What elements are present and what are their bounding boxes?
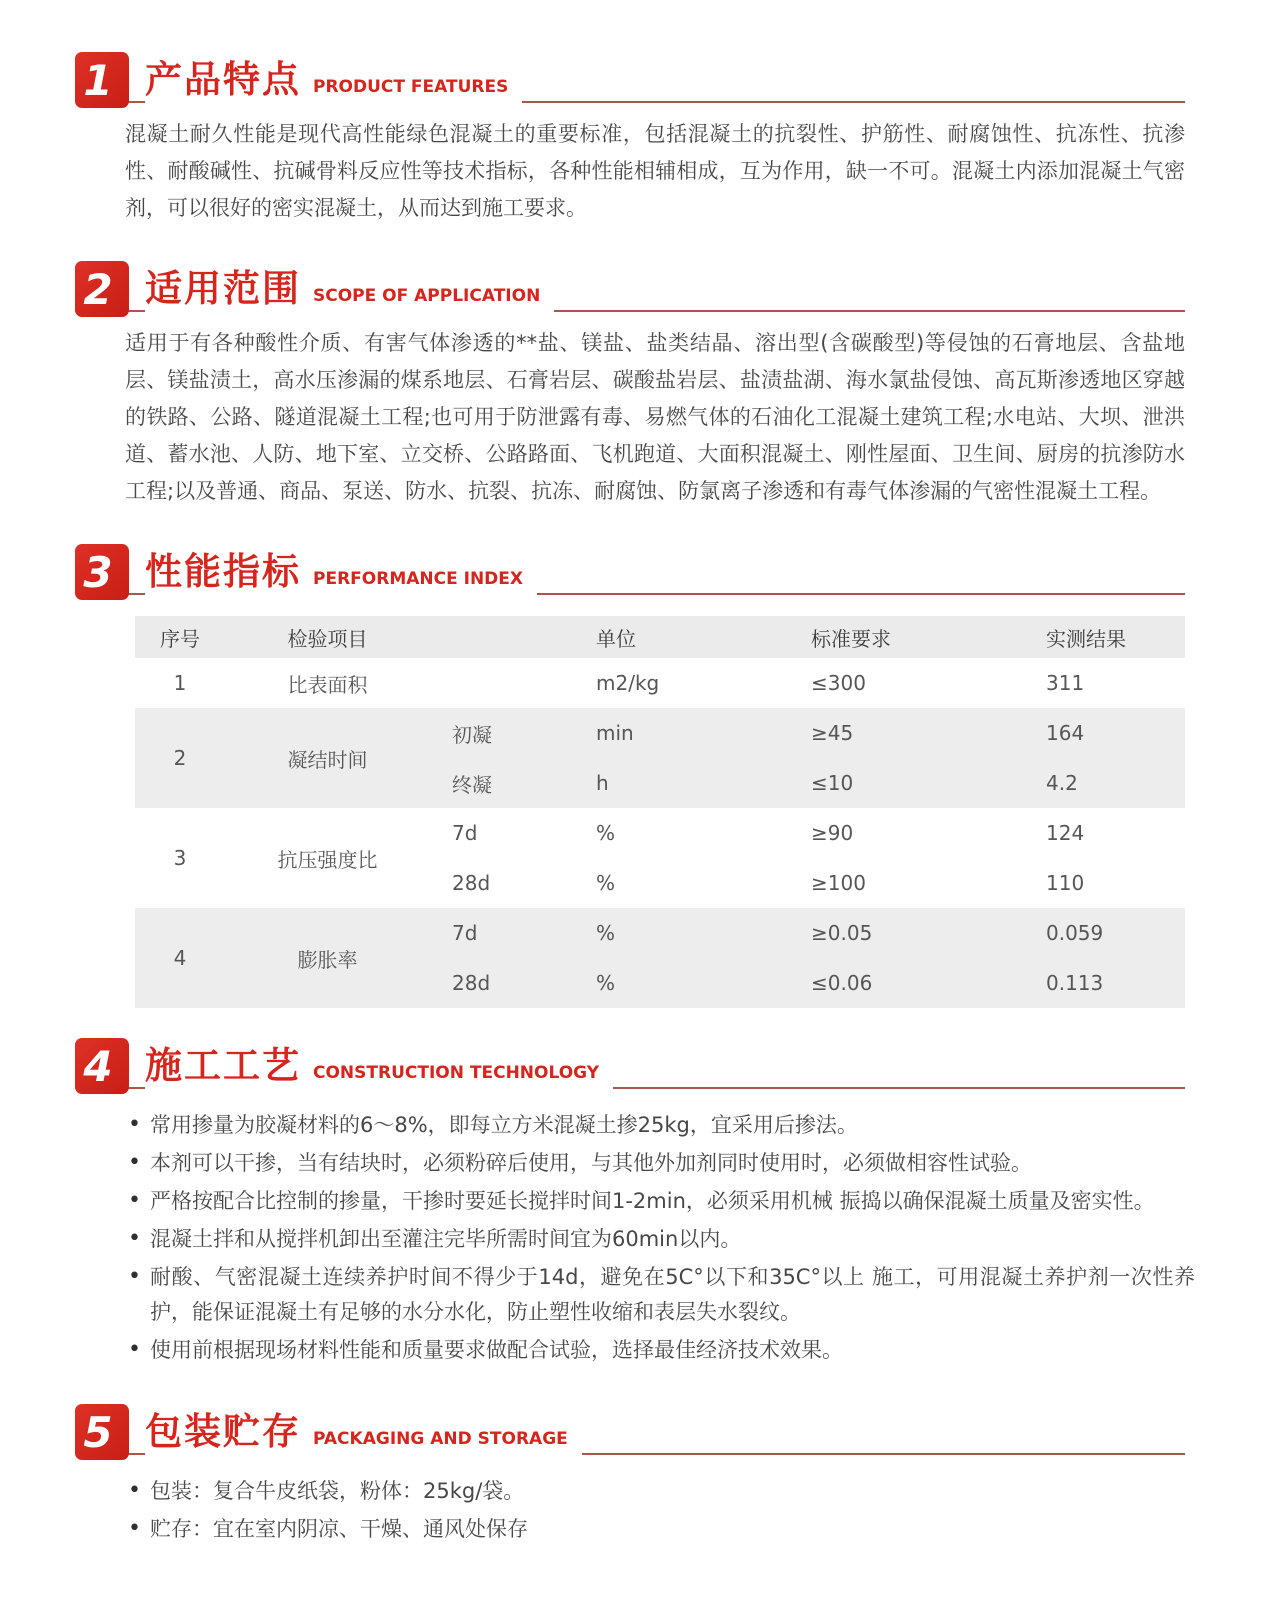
section-title-en: PACKAGING AND STORAGE	[313, 1429, 568, 1449]
cell-unit: %	[596, 871, 616, 895]
section-title-en: PERFORMANCE INDEX	[313, 569, 524, 589]
header-unit: 单位	[596, 626, 636, 651]
cell-unit: m2/kg	[596, 671, 660, 695]
header-standard: 标准要求	[811, 626, 891, 651]
bullet-item: • 包装：复合牛皮纸袋，粉体：25kg/袋。	[125, 1474, 1195, 1509]
cell-result: 311	[1046, 671, 1085, 695]
section-titles	[145, 550, 537, 600]
section-titles	[145, 1044, 613, 1094]
cell-standard: ≥90	[811, 821, 854, 845]
section-titles	[145, 1410, 582, 1460]
cell-standard: ≤10	[811, 771, 854, 795]
header-result: 实测结果	[1046, 626, 1126, 651]
table-row	[135, 658, 1185, 708]
cell-result: 4.2	[1046, 771, 1078, 795]
section-header-1	[75, 46, 1185, 108]
section-title-zh: 产品特点	[145, 58, 301, 101]
section-title-zh: 性能指标	[145, 550, 301, 593]
table-header-row	[135, 616, 1185, 658]
cell-result: 0.059	[1046, 921, 1104, 945]
section-number-badge: 2	[75, 261, 129, 317]
cell-no: 2	[173, 746, 187, 770]
section-construction-technology	[75, 1032, 1195, 1368]
cell-result: 124	[1046, 821, 1085, 845]
construction-bullet-list	[125, 1108, 1195, 1368]
section-number-badge: 1	[75, 52, 129, 108]
cell-unit: h	[596, 771, 609, 795]
cell-no: 1	[173, 671, 187, 695]
cell-unit: %	[596, 971, 616, 995]
cell-item: 膨胀率	[297, 947, 358, 972]
section-titles	[145, 267, 554, 317]
cell-unit: min	[596, 721, 634, 745]
cell-item: 抗压强度比	[277, 847, 378, 872]
section-title-en: SCOPE OF APPLICATION	[313, 286, 541, 306]
performance-table	[135, 616, 1185, 1008]
cell-unit: %	[596, 821, 616, 845]
header-item: 检验项目	[287, 626, 368, 651]
cell-no: 3	[173, 846, 187, 870]
cell-standard: ≤300	[811, 671, 866, 695]
section-performance-index	[75, 538, 1185, 1008]
section-paragraph: 混凝土耐久性能是现代高性能绿色混凝土的重要标准，包括混凝土的抗裂性、护筋性、耐腐蚀性、抗冻性、抗渗性、耐酸碱性、抗碱骨料反应性等技术指标，各种性能相辅相成，互为作用，缺一不可。混凝土内添加混凝土气密剂，可以很好的密实混凝土，从而达到施工要求。	[125, 122, 1185, 220]
cell-no: 4	[173, 946, 187, 970]
cell-sub: 7d	[452, 921, 478, 945]
cell-result: 164	[1046, 721, 1085, 745]
section-title-en: CONSTRUCTION TECHNOLOGY	[313, 1063, 600, 1083]
section-number-badge: 4	[75, 1038, 129, 1094]
header-no: 序号	[160, 626, 200, 651]
cell-sub	[430, 658, 580, 708]
cell-item: 凝结时间	[287, 747, 368, 772]
section-title-zh: 施工工艺	[145, 1044, 301, 1087]
section-header-2	[75, 255, 1185, 317]
cell-standard: ≤0.06	[811, 971, 873, 995]
header-sub	[430, 616, 580, 658]
section-header-4	[75, 1032, 1185, 1094]
section-number-badge: 3	[75, 544, 129, 600]
packaging-bullet-list	[125, 1474, 1195, 1547]
section-number-badge: 5	[75, 1404, 129, 1460]
cell-standard: ≥100	[811, 871, 866, 895]
cell-sub: 终凝	[452, 772, 492, 797]
section-product-features	[75, 46, 1185, 227]
section-title-zh: 包装贮存	[145, 1410, 301, 1453]
cell-result: 110	[1046, 871, 1085, 895]
section-titles	[145, 58, 522, 108]
section-paragraph: 适用于有各种酸性介质、有害气体渗透的**盐、镁盐、盐类结晶、溶出型(含碳酸型)等侵蚀的石膏地层、含盐地层、镁盐渍土，高水压渗漏的煤系地层、石膏岩层、碳酸盐岩层、盐渍盐湖、海水氯盐侵蚀、高瓦斯渗透地区穿越的铁路、公路、隧道混凝土工程;也可用于防泄露有毒、易燃气体的石油化工混凝土建筑工程;水电站、大坝、泄洪道、蓄水池、人防、地下室、立交桥、公路路面、飞机跑道、大面积混凝土、刚性屋面、卫生间、厨房的抗渗防水工程;以及普通、商品、泵送、防水、抗裂、抗冻、耐腐蚀、防氯离子渗透和有毒气体渗漏的气密性混凝土工程。	[125, 331, 1185, 503]
bullet-item: • 本剂可以干掺，当有结块时，必须粉碎后使用，与其他外加剂同时使用时，必须做相容性试验。	[125, 1146, 1195, 1181]
section-scope-of-application	[75, 255, 1185, 510]
table-row	[135, 908, 1185, 958]
section-header-5	[75, 1398, 1185, 1460]
section-title-en: PRODUCT FEATURES	[313, 77, 509, 97]
cell-result: 0.113	[1046, 971, 1104, 995]
cell-unit: %	[596, 921, 616, 945]
bullet-item: • 耐酸、气密混凝土连续养护时间不得少于14d，避免在5C°以下和35C°以上 施工，可用混凝土养护剂一次性养护，能保证混凝土有足够的水分水化，防止塑性收缩和表层失水裂纹。	[125, 1260, 1195, 1330]
cell-standard: ≥0.05	[811, 921, 873, 945]
cell-sub: 28d	[452, 871, 491, 895]
bullet-item: • 混凝土拌和从搅拌机卸出至灌注完毕所需时间宜为60min以内。	[125, 1222, 1195, 1257]
cell-sub: 7d	[452, 821, 478, 845]
bullet-item: • 严格按配合比控制的掺量，干掺时要延长搅拌时间1-2min，必须采用机械 振捣以确保混凝土质量及密实性。	[125, 1184, 1195, 1219]
section-header-3	[75, 538, 1185, 600]
section-title-zh: 适用范围	[145, 267, 301, 310]
table-row	[135, 708, 1185, 758]
cell-item: 比表面积	[287, 672, 368, 697]
cell-standard: ≥45	[811, 721, 854, 745]
cell-sub: 28d	[452, 971, 491, 995]
table-row	[135, 808, 1185, 858]
bullet-item: • 常用掺量为胶凝材料的6～8%，即每立方米混凝土掺25kg，宜采用后掺法。	[125, 1108, 1195, 1143]
bullet-item: • 使用前根据现场材料性能和质量要求做配合试验，选择最佳经济技术效果。	[125, 1333, 1195, 1368]
bullet-item: • 贮存：宜在室内阴凉、干燥、通风处保存	[125, 1512, 1195, 1547]
section-packaging-storage	[75, 1398, 1185, 1547]
cell-sub: 初凝	[452, 722, 492, 747]
